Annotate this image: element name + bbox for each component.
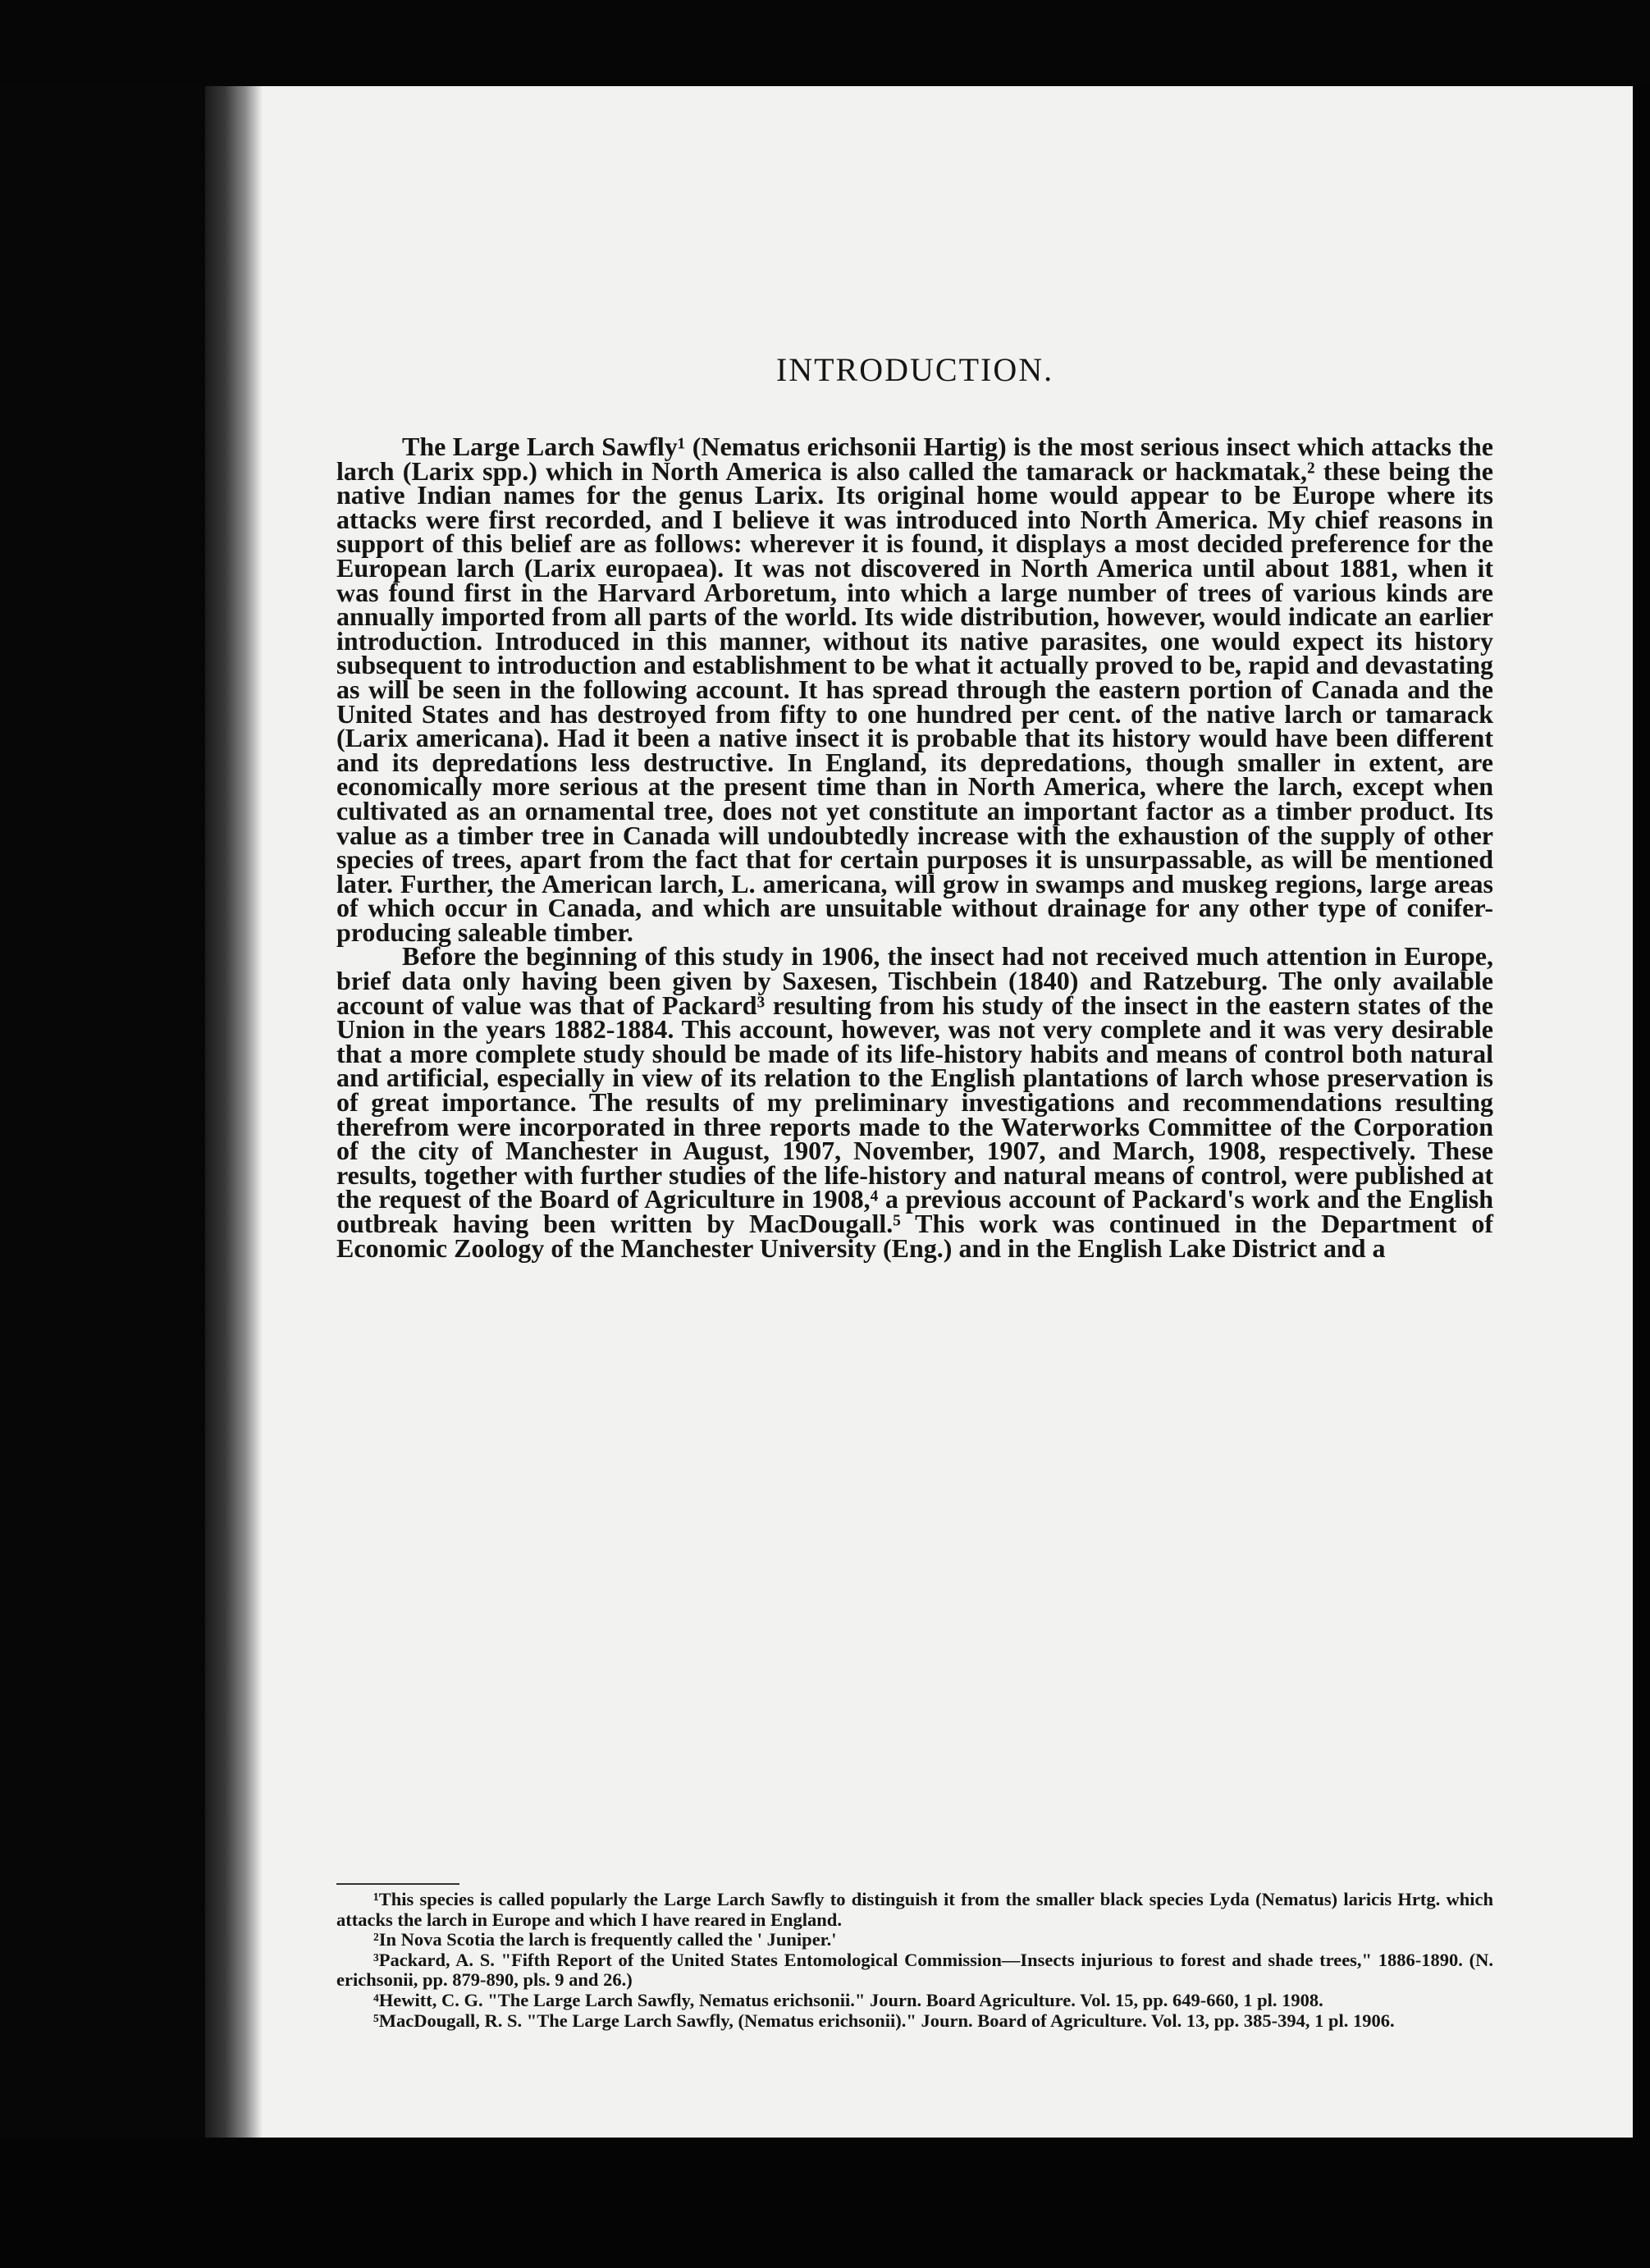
footnote: ²In Nova Scotia the larch is frequently called the ' Juniper.' <box>373 1929 837 1950</box>
footnotes <box>336 1890 1493 2031</box>
paragraph: The Large Larch Sawfly¹ (Nematus erichsonii Hartig) is the most serious insect which attacks the larch (Larix spp.) which in North America is also called the tamarack or hackmatak,² these being the native Indian names for the genus Larix. Its original home would appear to be Europe where its attacks were first recorded, and I believe it was introduced into North America. My chief reasons in support of this belief are as follows: wherever it is found, it displays a most decided preference for the European larch (Larix europaea). It was not discovered in North America until about 1881, when it was found first in the Harvard Arboretum, into which a large number of trees of various kinds are annually imported from all parts of the world. Its wide distribution, however, would indicate an earlier introduction. Introduced in this manner, without its native parasites, one would expect its history subsequent to introduction and establishment to be what it actually proved to be, rapid and devastating as will be seen in the following account. It has spread through the eastern portion of Canada and the United States and has destroyed from fifty to one hundred per cent. of the native larch or tamarack (Larix americana). Had it been a native insect it is probable that its history would have been different and its depredations less destructive. In England, its depredations, though smaller in extent, are economically more serious at the present time than in North America, where the larch, except when cultivated as an ornamental tree, does not yet constitute an important factor as a timber product. Its value as a timber tree in Canada will undoubtedly increase with the exhaustion of the supply of other species of trees, apart from the fact that for certain purposes it is unsurpassable, as will be mentioned later. Further, the American larch, L. americana, will grow in swamps and muskeg regions, large areas of which occur in Canada, and which are unsuitable without drainage for any other type of conifer-producing saleable timber. <box>336 432 1493 947</box>
scan-top-border <box>0 0 1650 86</box>
paragraph: Before the beginning of this study in 1906, the insect had not received much attention in Europe, brief data only having been given by Saxesen, Tischbein (1840) and Ratzeburg. The only available account of value was that of Packard³ resulting from his study of the insect in the eastern states of the Union in the years 1882-1884. This account, however, was not very complete and it was very desirable that a more complete study should be made of its life-history habits and means of control both natural and artificial, especially in view of its relation to the English plantations of larch whose preservation is of great importance. The results of my preliminary investigations and recommendations resulting therefrom were incorporated in three reports made to the Waterworks Committee of the Corporation of the city of Manchester in August, 1907, November, 1907, and March, 1908, respectively. These results, together with further studies of the life-history and natural means of control, were published at the request of the Board of Agriculture in 1908,⁴ a previous account of Packard's work and the English outbreak having been written by MacDougall.⁵ This work was continued in the Department of Economic Zoology of the Manchester University (Eng.) and in the English Lake District and a <box>336 941 1493 1263</box>
footnote: ³Packard, A. S. "Fifth Report of the United States Entomological Commission—Insects injurious to forest and shade trees," 1886-1890. (N. erichsonii, pp. 879-890, pls. 9 and 26.) <box>336 1949 1493 1991</box>
footnote: ¹This species is called popularly the Large Larch Sawfly to distinguish it from the smaller black species Lyda (Nematus) laricis Hrtg. which attacks the larch in Europe and which I have reared in England. <box>336 1889 1493 1930</box>
body-text <box>336 432 1493 1263</box>
page-title: INTRODUCTION. <box>775 351 1054 388</box>
footnote: ⁵MacDougall, R. S. "The Large Larch Sawfly, (Nematus erichsonii)." Journ. Board of Agriculture. Vol. 13, pp. 385-394, 1 pl. 1906. <box>373 2010 1395 2031</box>
document-page <box>205 86 1633 2138</box>
footnote: ⁴Hewitt, C. G. "The Large Larch Sawfly, Nematus erichsonii." Journ. Board Agriculture. Vol. 15, pp. 649-660, 1 pl. 1908. <box>373 1989 1323 2010</box>
footnote-rule <box>336 1883 459 1885</box>
scan-left-border <box>0 86 205 2138</box>
binding-shadow <box>205 86 263 2138</box>
